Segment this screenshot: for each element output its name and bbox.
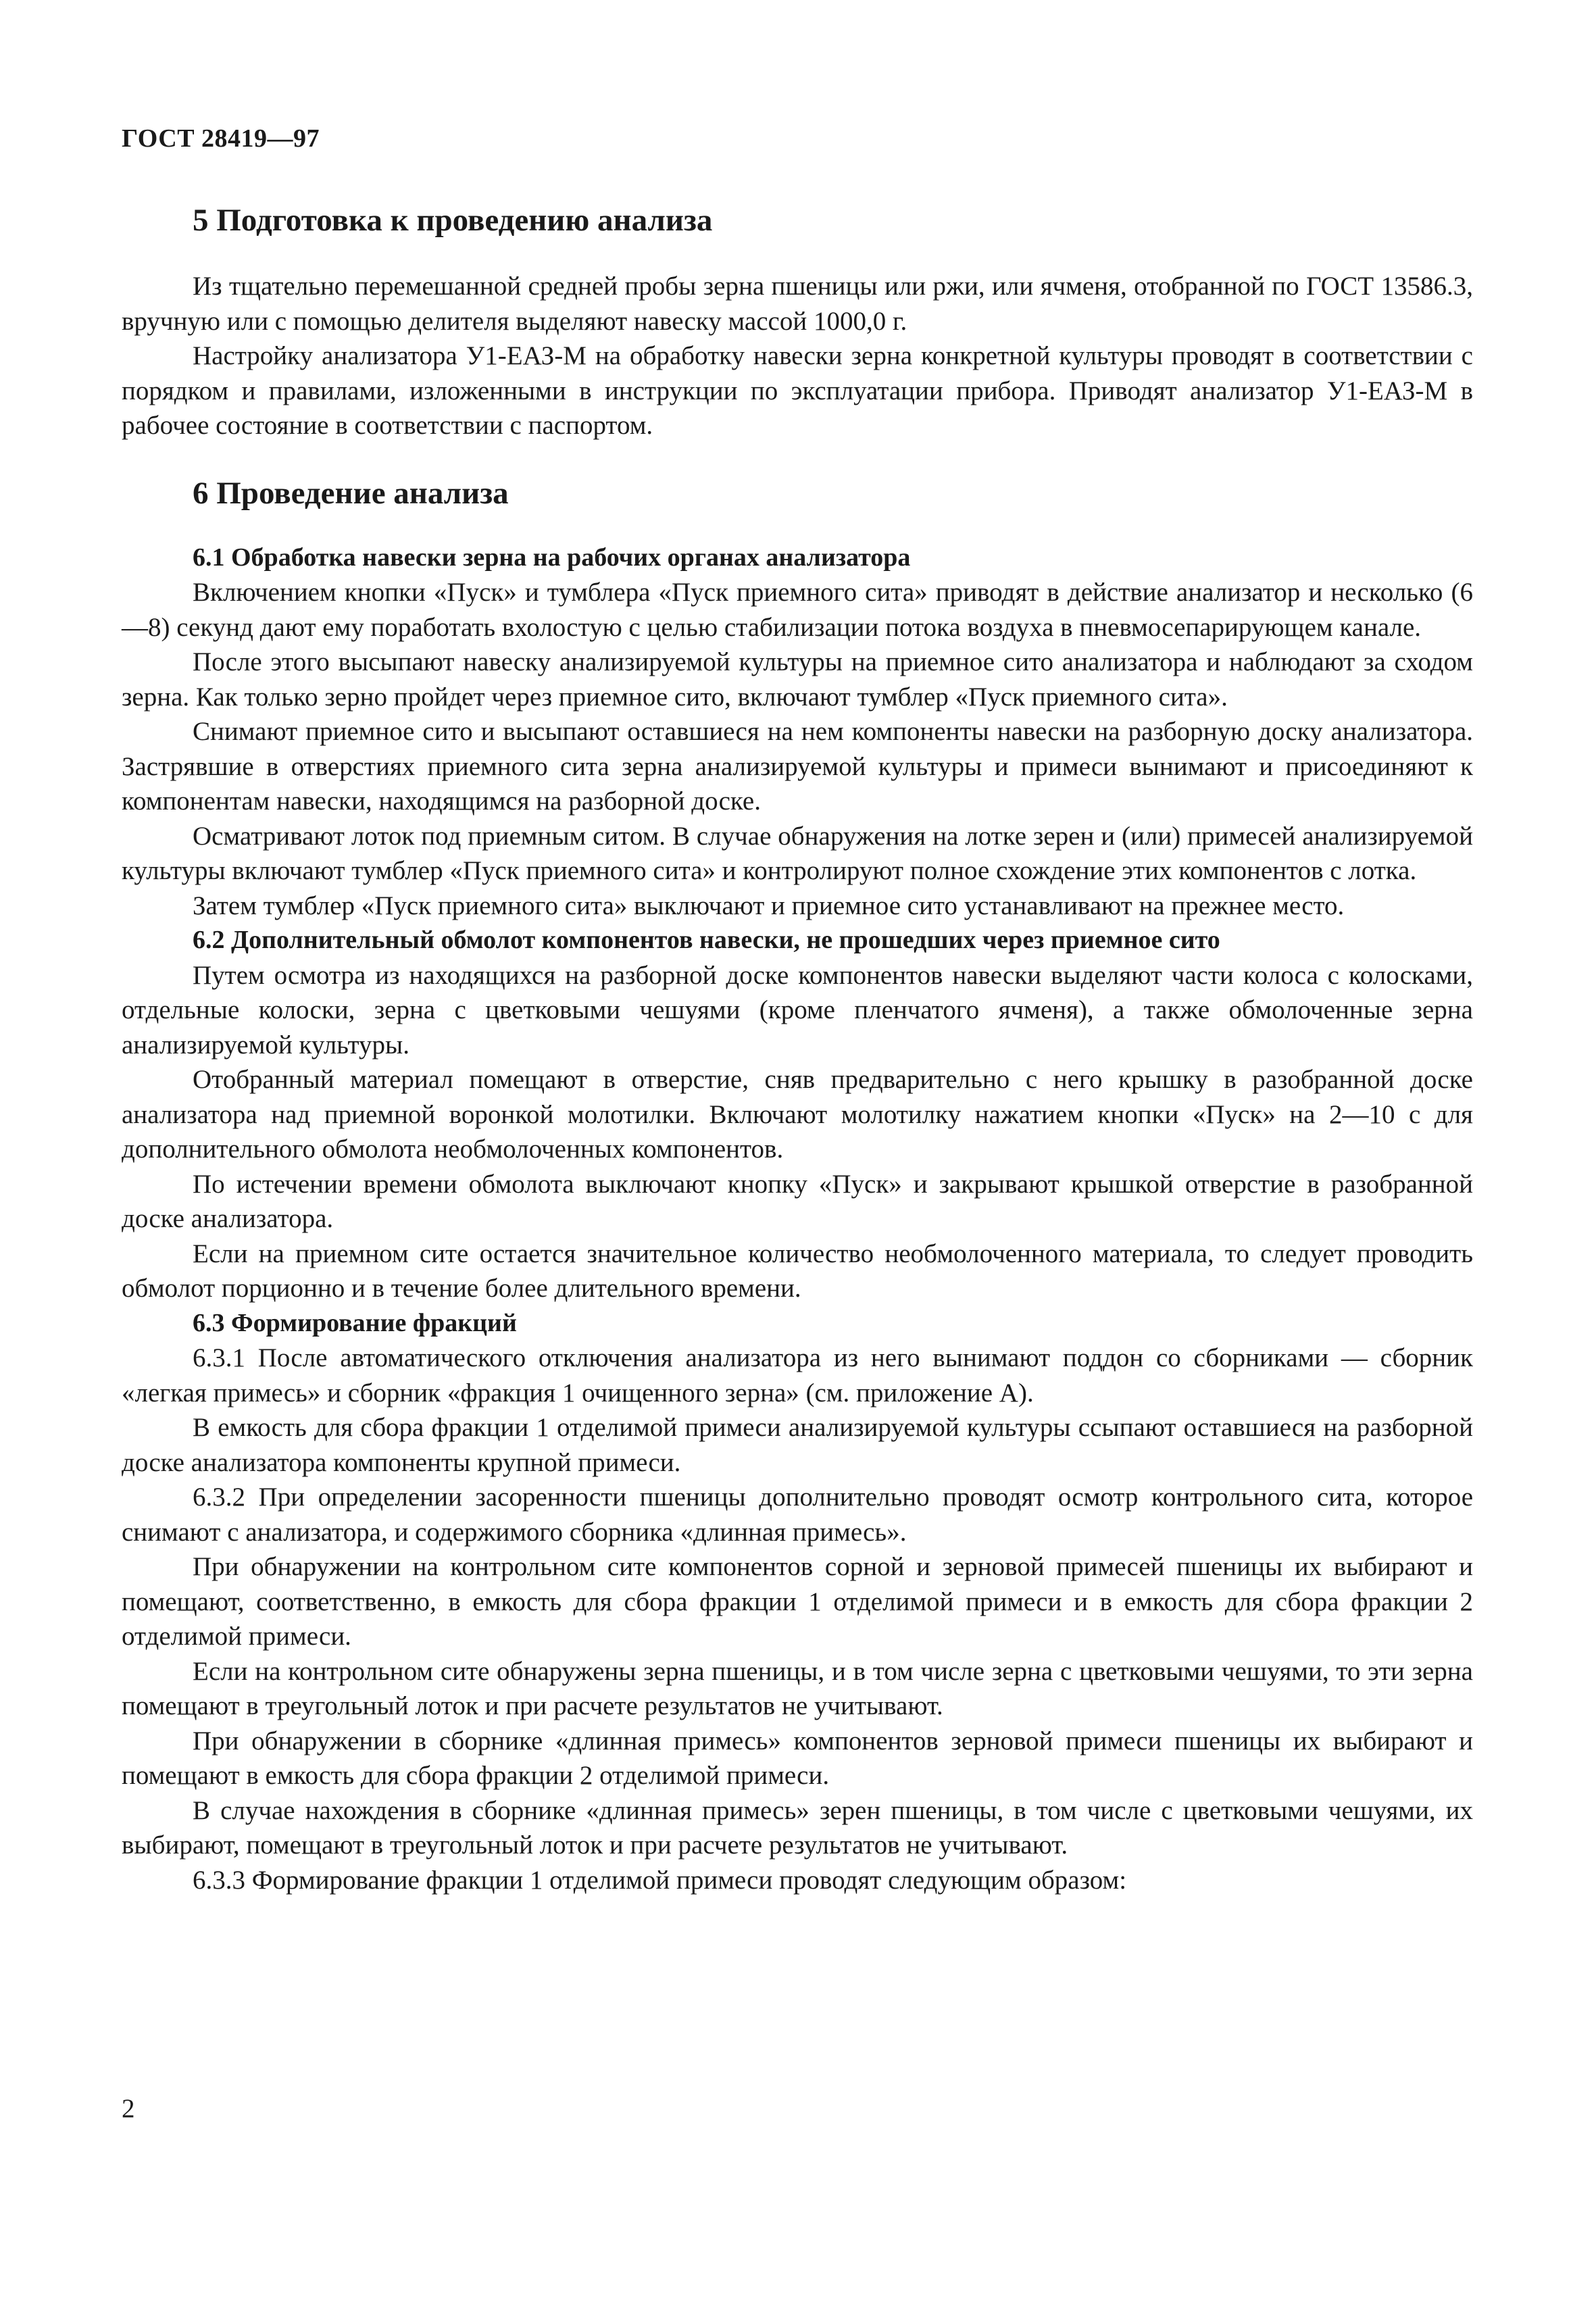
subsection-6-2-heading: 6.2 Дополнительный обмолот компонентов навески, не прошедших через приемное сито — [193, 926, 1220, 954]
paragraph: 6.3.1 После автоматического отключения анализатора из него вынимают поддон со сборниками — сборник «легкая примесь» и сборник «фракция 1 очищенного зерна» (см. приложение А). — [122, 1343, 1473, 1408]
paragraph: Снимают приемное сито и высыпают оставшиеся на нем компоненты навески на разборную доску анализатора. Застрявшие в отверстиях приемного сита зерна анализируемой культуры и примеси вынимают и присоединяют к компонентам навески, находящимся на разборной доске. — [122, 717, 1473, 816]
paragraph: 6.3.2 При определении засоренности пшеницы дополнительно проводят осмотр контрольного сита, которое снимают с анализатора, и содержимого сборника «длинная примесь». — [122, 1483, 1473, 1547]
paragraph: Из тщательно перемешанной средней пробы зерна пшеницы или ржи, или ячменя, отобранной по ГОСТ 13586.3, вручную или с помощью делителя выделяют навеску массой 1000,0 г. — [122, 272, 1473, 336]
paragraph: Если на контрольном сите обнаружены зерна пшеницы, и в том числе зерна с цветковыми чешуями, то эти зерна помещают в треугольный лоток и при расчете результатов не учитывают. — [122, 1656, 1473, 1720]
paragraph: Путем осмотра из находящихся на разборной доске компонентов навески выделяют части колоса с колосками, отдельные колоски, зерна с цветковыми чешуями (кроме пленчатого ячменя), а также обмолоченные зерна анализируемой культуры. — [122, 960, 1473, 1060]
paragraph: После этого высыпают навеску анализируемой культуры на приемное сито анализатора и наблюдают за сходом зерна. Как только зерно пройдет через приемное сито, включают тумблер «Пуск приемного сита». — [122, 647, 1473, 712]
section-6-heading: 6 Проведение анализа — [193, 475, 509, 511]
paragraph: Если на приемном сите остается значительное количество необмолоченного материала, то следует проводить обмолот порционно и в течение более длительного времени. — [122, 1239, 1473, 1303]
section-5-heading: 5 Подготовка к проведению анализа — [193, 203, 713, 238]
document-body — [122, 200, 1473, 1897]
subsection-6-1-heading: 6.1 Обработка навески зерна на рабочих органах анализатора — [193, 543, 911, 572]
paragraph: 6.3.3 Формирование фракции 1 отделимой примеси проводят следующим образом: — [193, 1865, 1127, 1895]
paragraph: В случае нахождения в сборнике «длинная примесь» зерен пшеницы, в том числе с цветковыми чешуями, их выбирают, помещают в треугольный лоток и при расчете результатов не учитывают. — [122, 1795, 1473, 1860]
paragraph: Настройку анализатора У1-ЕАЗ-М на обработку навески зерна конкретной культуры проводят в соответствии с порядком и правилами, изложенными в инструкции по эксплуатации прибора. Приводят анализатор У1-ЕАЗ-М в рабочее состояние в соответствии с паспортом. — [122, 341, 1473, 440]
paragraph: Включением кнопки «Пуск» и тумблера «Пуск приемного сита» приводят в действие анализатор и несколько (6—8) секунд дают ему поработать вхолостую с целью стабилизации потока воздуха в пневмосепарирующем канале. — [122, 578, 1473, 642]
page-number: 2 — [122, 2094, 135, 2123]
paragraph: В емкость для сбора фракции 1 отделимой примеси анализируемой культуры ссыпают оставшиеся на разборной доске анализатора компоненты крупной примеси. — [122, 1413, 1473, 1477]
paragraph: По истечении времени обмолота выключают кнопку «Пуск» и закрывают крышкой отверстие в разобранной доске анализатора. — [122, 1169, 1473, 1233]
paragraph: Затем тумблер «Пуск приемного сита» выключают и приемное сито устанавливают на прежнее место. — [193, 891, 1345, 920]
document-code-header: ГОСТ 28419—97 — [122, 124, 320, 153]
paragraph: При обнаружении на контрольном сите компонентов сорной и зерновой примесей пшеницы их выбирают и помещают, соответственно, в емкость для сбора фракции 1 отделимой примеси и в емкость для сбора фракции 2 отделимой примеси. — [122, 1552, 1473, 1651]
paragraph: Отобранный материал помещают в отверстие, сняв предварительно с него крышку в разобранной доске анализатора над приемной воронкой молотилки. Включают молотилку нажатием кнопки «Пуск» на 2—10 с для дополнительного обмолота необмолоченных компонентов. — [122, 1065, 1473, 1164]
subsection-6-3-heading: 6.3 Формирование фракций — [193, 1308, 517, 1337]
paragraph: При обнаружении в сборнике «длинная примесь» компонентов зерновой примеси пшеницы их выбирают и помещают в емкость для сбора фракции 2 отделимой примеси. — [122, 1726, 1473, 1790]
paragraph: Осматривают лоток под приемным ситом. В случае обнаружения на лотке зерен и (или) примесей анализируемой культуры включают тумблер «Пуск приемного сита» и контролируют полное схождение этих компонентов с лотка. — [122, 821, 1473, 885]
